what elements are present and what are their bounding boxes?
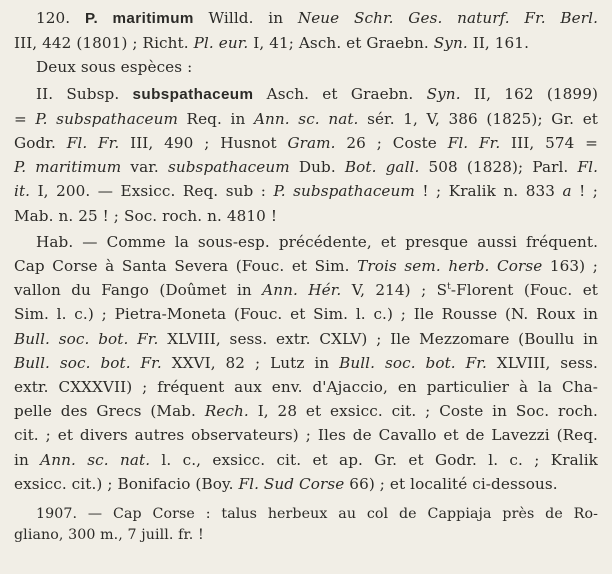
- text-run: cit. ; et divers autres observateurs) ; Iles de Cavallo et de Lavezzi (Req.: [14, 426, 598, 445]
- italic-ref: Bull. soc. bot. Fr.: [14, 329, 159, 348]
- text-run: Asch. et Graebn.: [253, 84, 427, 103]
- italic-ref: Syn.: [426, 84, 461, 103]
- text-run: III, 490 ; Husnot: [119, 134, 288, 153]
- text-line: [14, 399, 598, 423]
- italic-ref: Ann. sc. nat.: [40, 450, 151, 469]
- text-line: [14, 230, 598, 254]
- text-run: 163) ;: [542, 257, 598, 276]
- text-line: [14, 179, 598, 203]
- text-run: III, 442 (1801) ; Richt.: [14, 34, 194, 53]
- text-run: I, 200. — Exsicc. Req. sub :: [30, 182, 274, 201]
- entry-line-1-rest: [194, 9, 598, 27]
- text-line: [14, 504, 598, 525]
- text-run: 66) ; et localité ci-dessous.: [344, 474, 558, 493]
- text-line: [14, 302, 598, 326]
- text-line: [14, 107, 598, 131]
- text-run: I, 28 et exsicc. cit. ; Coste in Soc. roch.: [248, 402, 598, 421]
- italic-ref: Fl. Fr.: [66, 134, 120, 153]
- text-run: Mab. n. 25 ! ; Soc. roch. n. 4810 !: [14, 206, 278, 225]
- text-run: exsicc. cit.) ; Bonifacio (Boy.: [14, 474, 239, 493]
- text-line: [14, 423, 598, 447]
- italic-ref: Gram.: [287, 134, 336, 153]
- text-run: in: [14, 450, 41, 469]
- text-run: var.: [121, 158, 168, 177]
- text-line: [14, 204, 598, 228]
- entry-line-1: [14, 6, 598, 31]
- text-run: 1907. — Cap Corse : talus herbeux au col de Cappiaja près de Ro-: [36, 506, 598, 523]
- italic-ref: Fl. Fr.: [447, 134, 501, 153]
- text-run: ! ;: [571, 182, 598, 201]
- text-run: sér. 1, V, 386 (1825); Gr. et: [358, 109, 598, 128]
- text-run: Godr.: [14, 134, 67, 153]
- italic-ref: a: [562, 182, 572, 201]
- italic-ref: it.: [14, 182, 31, 201]
- italic-ref: Rech.: [204, 402, 249, 421]
- text-line: [14, 131, 598, 155]
- text-run: Dub.: [289, 158, 345, 177]
- text-line: [14, 351, 598, 375]
- text-run: II. Subsp.: [36, 84, 133, 103]
- subspecies-block: [14, 82, 598, 228]
- text-run: I, 41; Asch. et Graebn.: [248, 34, 434, 53]
- habitat-block: [14, 230, 598, 496]
- italic-ref: P. subspathaceum: [273, 182, 415, 201]
- text-line: [14, 278, 598, 302]
- text-line: [14, 327, 598, 351]
- text-run: XLVIII, sess.: [486, 353, 598, 372]
- italic-ref: Ann. Hér.: [262, 281, 342, 300]
- text-run: 508 (1828); Parl.: [419, 158, 578, 177]
- italic-ref: subspathaceum: [167, 158, 290, 177]
- text-run: XLVIII, sess. extr. CXLV) ; Ile Mezzomare (Boullu in: [158, 329, 598, 348]
- text-run: l. c., exsicc. cit. et ap. Gr. et Godr. l. c. ; Kralik: [150, 450, 598, 469]
- text-run: ! ; Kralik n. 833: [414, 182, 563, 201]
- italic-ref: Trois sem. herb. Corse: [357, 257, 543, 276]
- text-run: Sim. l. c.) ; Pietra-Moneta (Fouc. et Sim. l. c.) ; Ile Rousse (N. Roux in: [14, 305, 598, 324]
- text-run: XXVI, 82 ; Lutz in: [161, 353, 340, 372]
- text-run: 26 ; Coste: [335, 134, 448, 153]
- text-line: [14, 254, 598, 278]
- entry-number: 120.: [36, 9, 71, 27]
- italic-ref: Pl. eur.: [193, 34, 249, 53]
- italic-ref: P. subspathaceum: [35, 109, 178, 128]
- italic-ref: Fl.: [577, 158, 598, 177]
- italic-ref: Bull. soc. bot. Fr.: [14, 353, 162, 372]
- text-run: Req. in: [177, 109, 254, 128]
- italic-ref: Ann. sc. nat.: [253, 109, 359, 128]
- text-line: [14, 472, 598, 496]
- text-line: [14, 525, 598, 546]
- text-line: [14, 448, 598, 472]
- italic-ref: Neue Schr. Ges. naturf. Fr. Berl.: [297, 9, 598, 27]
- text-run: =: [14, 109, 36, 128]
- text-run: t: [447, 282, 451, 293]
- text-run: Hab. — Comme la sous-esp. précédente, et presque aussi fréquent.: [36, 232, 598, 251]
- subspecies-intro-text: Deux sous espèces :: [36, 58, 193, 77]
- italic-ref: P. maritimum: [14, 158, 122, 177]
- text-run: III, 574 =: [500, 134, 598, 153]
- text-run: pelle des Grecs (Mab.: [14, 402, 205, 421]
- italic-ref: Bull. soc. bot. Fr.: [339, 353, 487, 372]
- text-run: -Florent (Fouc. et: [450, 281, 598, 300]
- text-run: gliano, 300 m., 7 juill. fr. !: [14, 527, 204, 544]
- species-entry: [14, 6, 598, 55]
- text-run: Cap Corse à Santa Severa (Fouc. et Sim.: [14, 257, 358, 276]
- text-line: [14, 82, 598, 107]
- collection-record: [14, 504, 598, 546]
- species-name: P. maritimum: [84, 10, 194, 27]
- text-run: Willd. in: [193, 9, 298, 27]
- text-line: [14, 155, 598, 179]
- text-line: [14, 375, 598, 399]
- italic-ref: Syn.: [433, 34, 468, 53]
- text-run: II, 161.: [467, 34, 529, 53]
- subspecies-intro: [14, 55, 598, 79]
- text-run: extr. CXXXVII) ; fréquent aux env. d'Ajaccio, en particulier à la Cha-: [14, 378, 598, 397]
- italic-ref: Bot. gall.: [344, 158, 420, 177]
- text-run: II, 162 (1899): [460, 84, 598, 103]
- entry-line-2: [14, 31, 598, 55]
- text-run: vallon du Fango (Doûmet in: [14, 281, 263, 300]
- text-run: V, 214) ; S: [341, 281, 448, 300]
- italic-ref: Fl. Sud Corse: [238, 474, 345, 493]
- bold-name: subspathaceum: [132, 85, 254, 103]
